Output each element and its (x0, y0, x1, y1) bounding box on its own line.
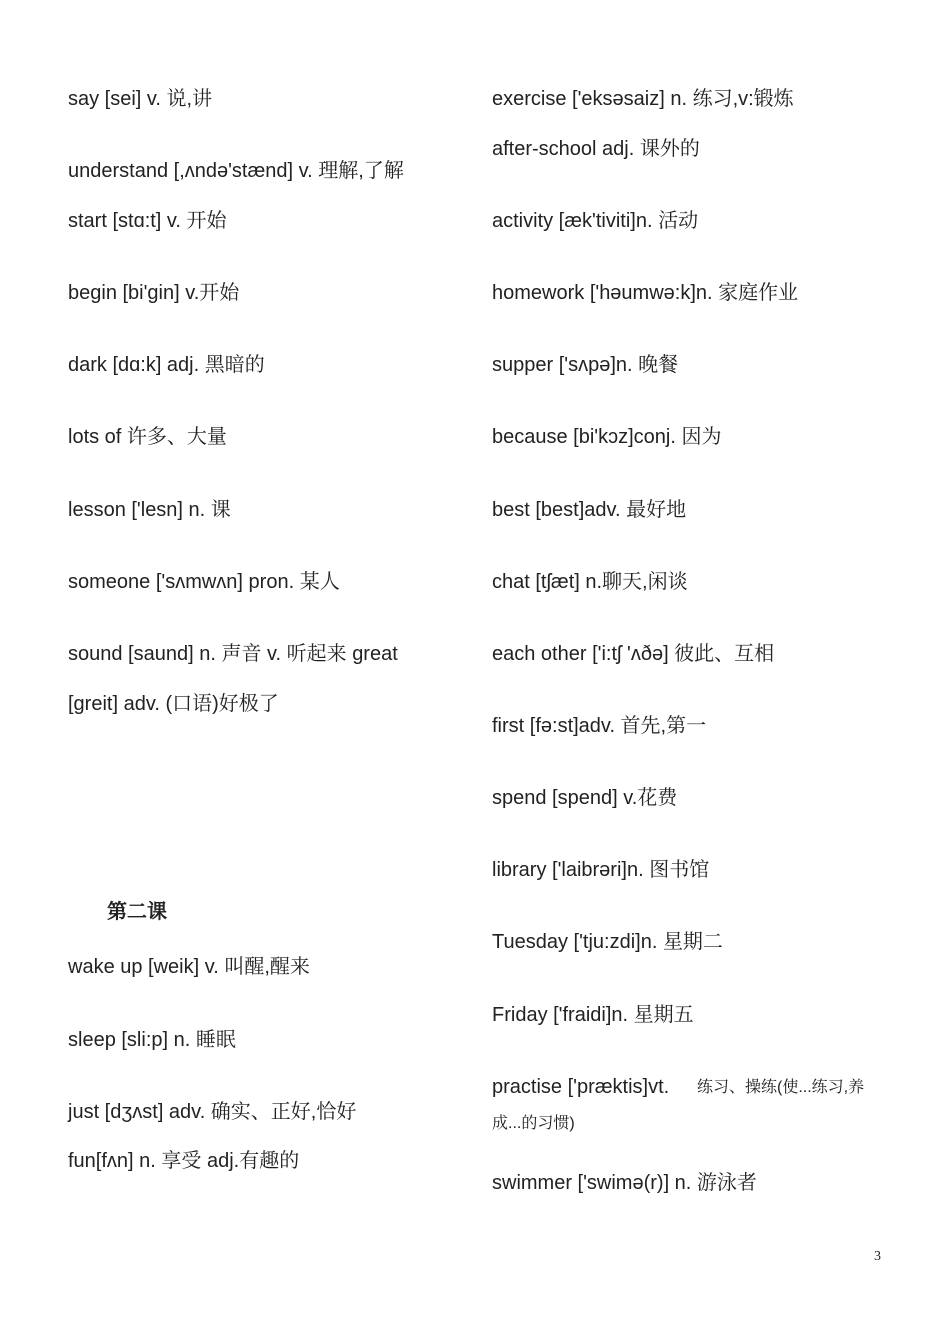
vocab-entry-lesson: lesson ['lesn] n. 课 (68, 499, 231, 521)
vocab-entry-practise: practise ['præktis]vt. (492, 1076, 670, 1098)
vocab-entry-fun: fun[fʌn] n. 享受 adj.有趣的 (68, 1150, 300, 1172)
section-heading: 第二课 (107, 899, 167, 923)
vocab-entry-swimmer: swimmer ['swimə(r)] n. 游泳者 (492, 1172, 757, 1194)
vocab-entry-friday: Friday ['fraidi]n. 星期五 (492, 1004, 694, 1026)
vocab-entry-homework: homework ['həumwə:k]n. 家庭作业 (492, 282, 799, 304)
page-number: 3 (874, 1249, 881, 1264)
vocab-entry-best: best [best]adv. 最好地 (492, 499, 687, 521)
vocab-entry-sleep: sleep [sli:p] n. 睡眠 (68, 1029, 236, 1051)
vocab-entry-exercise: exercise ['eksəsaiz] n. 练习,v:锻炼 (492, 88, 794, 110)
vocab-entry-supper: supper ['sʌpə]n. 晚餐 (492, 354, 679, 376)
vocab-entry-start: start [stɑ:t] v. 开始 (68, 210, 227, 232)
vocab-entry-tuesday: Tuesday ['tju:zdi]n. 星期二 (492, 931, 723, 953)
vocab-entry-library: library ['laibrəri]n. 图书馆 (492, 859, 710, 881)
vocab-entry-someone: someone ['sʌmwʌn] pron. 某人 (68, 571, 340, 593)
vocab-entry-after-school: after-school adj. 课外的 (492, 138, 700, 160)
vocab-entry-dark: dark [dɑ:k] adj. 黑暗的 (68, 354, 265, 376)
vocab-entry-activity: activity [æk'tiviti]n. 活动 (492, 210, 699, 232)
vocab-entry-just: just [dʒʌst] adv. 确实、正好,恰好 (68, 1101, 357, 1123)
vocab-entry-spend: spend [spend] v.花费 (492, 787, 678, 809)
vocab-entry-sound: sound [saund] n. 声音 v. 听起来 great (68, 643, 398, 665)
vocab-entry-great: [greit] adv. (口语)好极了 (68, 693, 279, 715)
vocab-entry-because: because [bi'kɔz]conj. 因为 (492, 426, 722, 448)
vocab-entry-each-other: each other ['i:tʃ 'ʌðə] 彼此、互相 (492, 643, 775, 665)
vocab-entry-first: first [fə:st]adv. 首先,第一 (492, 715, 707, 737)
vocab-entry-lots-of: lots of 许多、大量 (68, 426, 227, 448)
vocab-entry-practise-meaning-cont: 成...的习惯) (492, 1115, 575, 1132)
vocab-entry-say: say [sei] v. 说,讲 (68, 88, 213, 110)
vocab-entry-wake-up: wake up [weik] v. 叫醒,醒来 (68, 956, 310, 978)
vocab-entry-begin: begin [bi'gin] v.开始 (68, 282, 240, 304)
vocab-entry-understand: understand [,ʌndə'stænd] v. 理解,了解 (68, 160, 404, 182)
vocab-entry-practise-meaning: 练习、操练(使...练习,养 (697, 1079, 865, 1096)
vocab-entry-chat: chat [tʃæt] n.聊天,闲谈 (492, 571, 688, 593)
